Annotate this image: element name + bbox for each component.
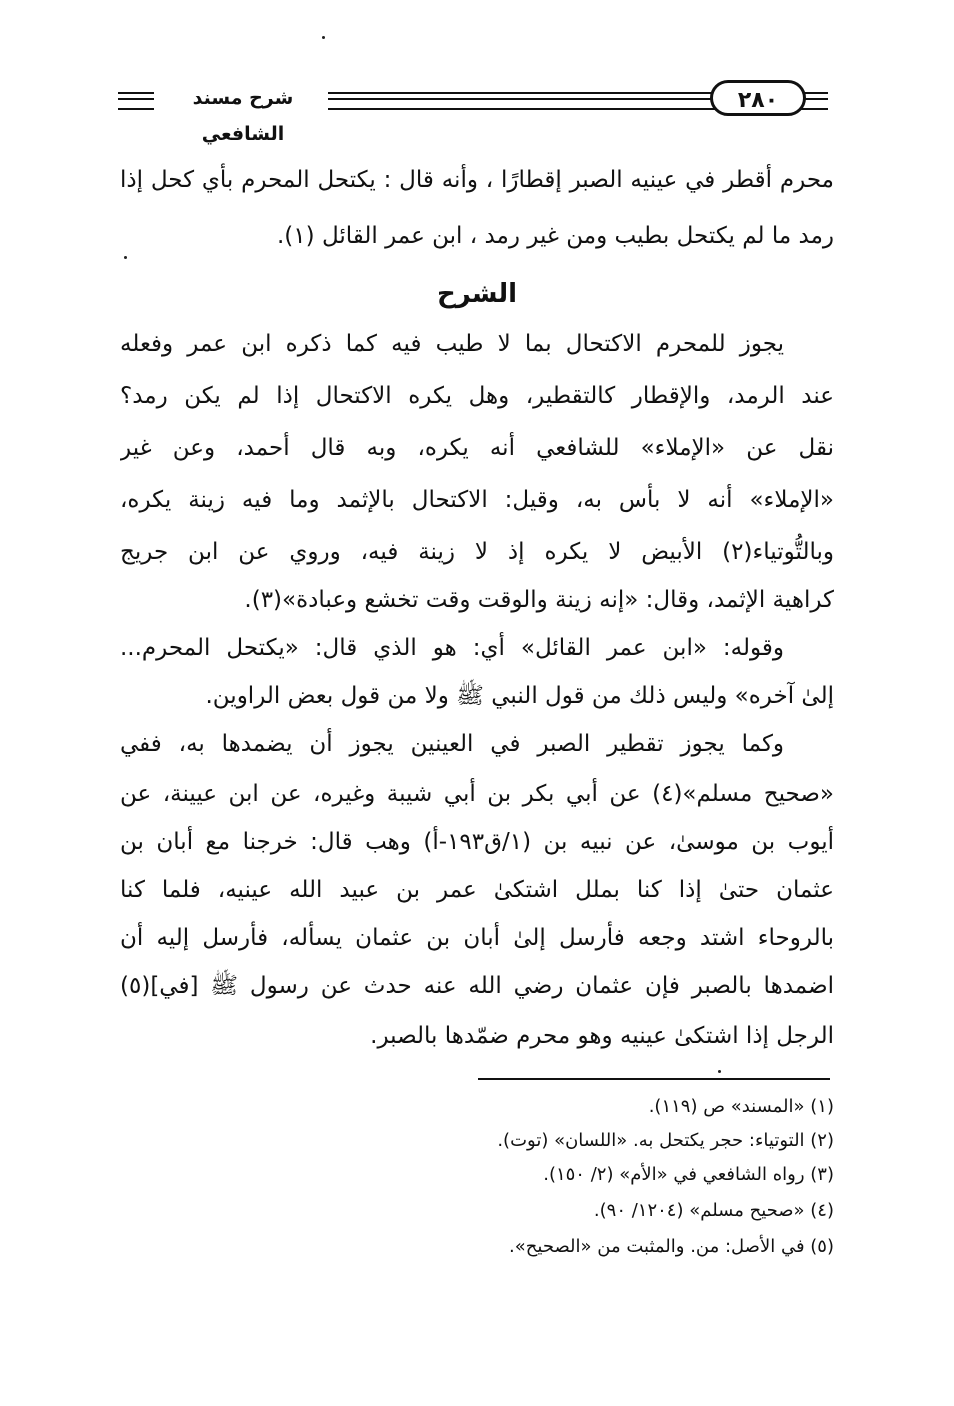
page-header	[118, 80, 828, 145]
footnote: (٤) «صحيح مسلم» (١٢٠٤/ ٩٠).	[593, 1200, 834, 1221]
body-line: وقوله: «ابن عمر القائل» أي: هو الذي قال: «يكتحل المحرم...	[120, 635, 784, 661]
intro-line: رمد ما لم يكتحل بطيب ومن غير رمد ، ابن عمر القائل (١).	[277, 223, 834, 249]
body-line: أيوب بن موسىٰ، عن نبيه بن (١/ق١٩٣-أ) وهب قال: خرجنا مع أبان بن	[120, 829, 834, 855]
header-rule-left	[118, 92, 154, 110]
scan-speck	[124, 256, 127, 259]
body-line: عند الرمد، والإقطار كالتقطير، وهل يكره الاكتحال إذا لم يكن رمد؟	[120, 383, 834, 409]
body-line: كراهية الإثمد، وقال: «إنه زينة والوقت وقت تخشع وعبادة»(٣).	[244, 587, 834, 613]
body-line: وبالتُّوتياء(٢) الأبيض لا يكره إذ لا زينة فيه، وروي عن ابن جريج	[120, 539, 834, 565]
body-line: يجوز للمحرم الاكتحال بما لا طيب فيه كما ذكره ابن عمر وفعله	[120, 331, 784, 357]
scan-speck	[718, 1070, 721, 1073]
footnote: (١) «المسند» ص (١١٩).	[648, 1096, 834, 1117]
footnote: (٢) التوتياء: حجر يكتحل به. «اللسان» (توت).	[497, 1130, 834, 1151]
page-number: ٢٨٠	[710, 80, 806, 116]
header-rule-right	[810, 92, 828, 110]
body-line: «صحيح مسلم»(٤) عن أبي بكر بن أبي شيبة وغيره، عن ابن عيينة، عن	[120, 781, 834, 807]
body-line: عثمان حتىٰ إذا كنا بملل اشتكىٰ عمر بن عبيد الله عينيه، فلما كنا	[120, 877, 834, 903]
body-line: إلىٰ آخره» وليس ذلك من قول النبي ﷺ ولا من قول بعض الراوين.	[205, 683, 834, 709]
intro-line: محرم أقطر في عينيه الصبر إقطارًا ، وأنه قال : يكتحل المحرم بأي كحل إذا	[120, 167, 834, 193]
book-title: شرح مسند الشافعي	[192, 87, 294, 145]
body-line: وكما يجوز تقطير الصبر في العينين يجوز أن يضمدها به، ففي	[120, 731, 784, 757]
body-line: اضمدها بالصبر فإن عثمان رضي الله عنه حدث عن رسول ﷺ [في](٥)	[120, 973, 834, 999]
body-line: نقل عن «الإملاء» للشافعي أنه يكره، وبه قال أحمد، وعن غير	[120, 435, 834, 461]
footnote: (٥) في الأصل: من. والمثبت من «الصحيح».	[509, 1236, 834, 1257]
body-line: «الإملاء» أنه لا بأس به، وقيل: الاكتحال بالإثمد وما فيه زينة يكره،	[120, 487, 834, 513]
body-line: بالروحاء اشتد وجعه فأرسل إلىٰ أبان بن عثمان يسأله، فأرسل إليه أن	[120, 925, 834, 951]
section-heading: الشرح	[436, 279, 518, 309]
scan-speck	[322, 36, 325, 39]
body-line: الرجل إذا اشتكىٰ عينيه وهو محرم ضمّدها بالصبر.	[370, 1023, 834, 1049]
footnote-separator	[478, 1078, 830, 1080]
footnote: (٣) رواه الشافعي في «الأم» (٢/ ١٥٠).	[543, 1164, 834, 1185]
